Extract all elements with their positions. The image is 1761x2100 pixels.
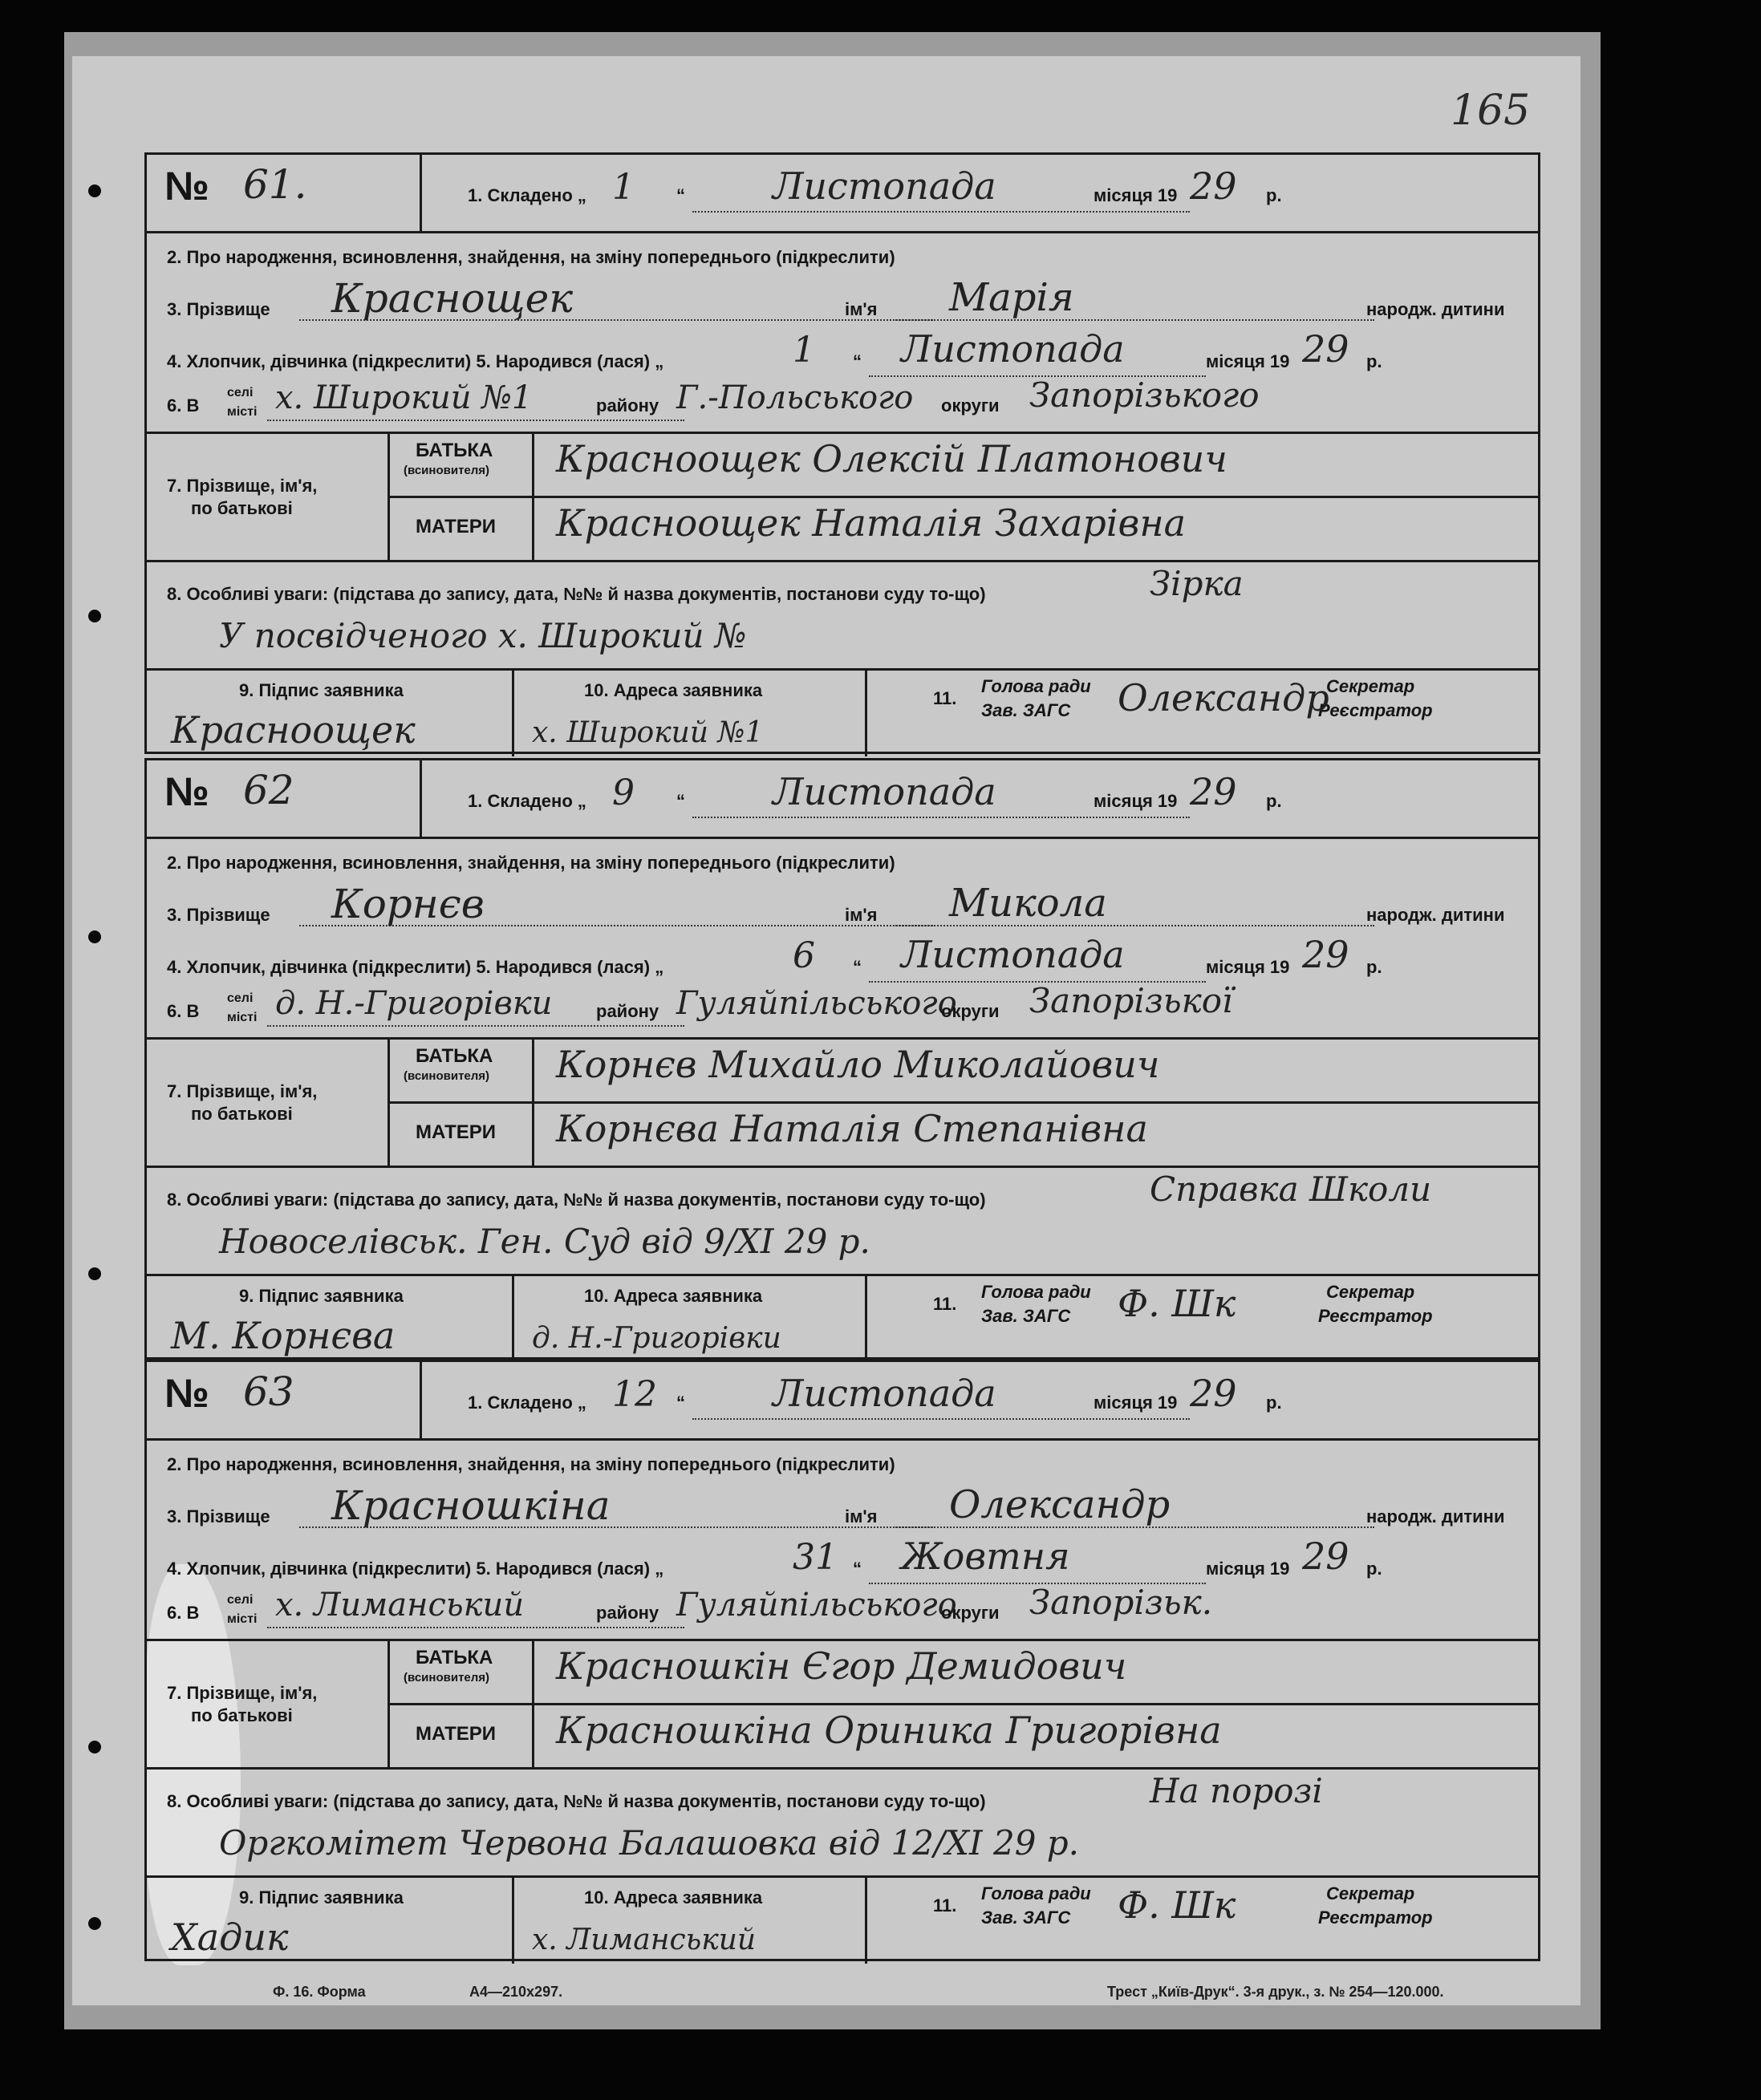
remarks-label: 8. Особливі уваги: (підстава до запису, дата, №№ й назва документів, постанови суду то-що) bbox=[167, 584, 986, 604]
month-label: місяця 19 bbox=[1094, 791, 1178, 811]
birth-record bbox=[144, 152, 1540, 754]
quote-mark: “ bbox=[676, 791, 685, 811]
number-sign: № bbox=[164, 1371, 209, 1416]
binder-hole bbox=[88, 184, 101, 197]
number-sign: № bbox=[164, 769, 209, 814]
applicant-address-label: 10. Адреса заявника bbox=[584, 1887, 763, 1907]
secretary-label: Секретар bbox=[1326, 1883, 1415, 1903]
village-label: селі bbox=[227, 991, 254, 1005]
father-label: БАТЬКА bbox=[416, 1045, 493, 1067]
record-type-label: 2. Про народження, всиновлення, знайдення, на зміну попереднього (підкреслити) bbox=[167, 247, 895, 267]
surname-label: 3. Прізвище bbox=[167, 1506, 270, 1526]
city-label: місті bbox=[227, 405, 258, 419]
zags-label: Зав. ЗАГС bbox=[981, 1306, 1071, 1326]
official-label: 11. bbox=[933, 1895, 957, 1916]
compiled-month: Листопада bbox=[773, 770, 996, 813]
secretary-label: Секретар bbox=[1326, 1282, 1415, 1302]
applicant-address-label: 10. Адреса заявника bbox=[584, 680, 763, 700]
official-signature: Ф. Шк bbox=[1118, 1282, 1236, 1325]
binder-hole bbox=[88, 930, 101, 943]
compiled-label: 1. Складено „ bbox=[468, 791, 586, 811]
year-suffix: р. bbox=[1366, 351, 1382, 371]
head-label: Голова ради bbox=[981, 1883, 1091, 1903]
born-day: 6 bbox=[793, 935, 815, 976]
official-label: 11. bbox=[933, 688, 957, 708]
registrar-label: Реєстратор bbox=[1318, 1907, 1433, 1928]
year-suffix: р. bbox=[1266, 791, 1282, 811]
page-number: 165 bbox=[1451, 87, 1531, 135]
born-year: 29 bbox=[1302, 1534, 1349, 1578]
divider bbox=[147, 1438, 1538, 1441]
mother-name: Корнєва Наталія Степанівна bbox=[556, 1107, 1148, 1150]
parents-label-2: по батькові bbox=[191, 1104, 293, 1124]
parents-label-2: по батькові bbox=[191, 498, 293, 518]
mother-label: МАТЕРИ bbox=[416, 1121, 497, 1143]
father-sublabel: (всиновителя) bbox=[404, 1069, 490, 1083]
record-number-box bbox=[147, 1362, 422, 1438]
born-year: 29 bbox=[1302, 933, 1349, 976]
compiled-month: Листопада bbox=[773, 164, 996, 208]
born-month: Листопада bbox=[901, 327, 1125, 371]
number-sign: № bbox=[164, 164, 209, 209]
form-footer-printer: Трест „Київ-Друк“. 3-я друк., з. № 254—120.000. bbox=[1107, 1984, 1444, 2000]
divider bbox=[147, 560, 1538, 562]
record-number: 62 bbox=[243, 767, 294, 813]
parents-label: 7. Прізвище, ім'я, bbox=[167, 1683, 318, 1703]
divider bbox=[147, 1875, 1538, 1878]
okruha: Запорізької bbox=[1029, 981, 1233, 1020]
quote-mark: “ bbox=[676, 1393, 685, 1413]
village-label: селі bbox=[227, 386, 254, 399]
dotted-line bbox=[267, 1627, 684, 1628]
month-label: місяця 19 bbox=[1206, 957, 1290, 977]
sex-born-label: 4. Хлопчик, дівчинка (підкреслити) 5. Народився (лася) „ bbox=[167, 1559, 664, 1579]
applicant-signature: Хадик bbox=[171, 1916, 289, 1959]
divider bbox=[865, 1875, 867, 1964]
secretary-label: Секретар bbox=[1326, 676, 1415, 696]
quote-mark: “ bbox=[676, 185, 685, 205]
place: х. Широкий №1 bbox=[275, 379, 533, 416]
applicant-signature: М. Корнєва bbox=[171, 1314, 396, 1357]
record-number: 61. bbox=[243, 161, 307, 208]
mother-name: Красношкіна Ориника Григорівна bbox=[556, 1709, 1222, 1752]
head-label: Голова ради bbox=[981, 676, 1091, 696]
sex-born-label: 4. Хлопчик, дівчинка (підкреслити) 5. Народився (лася) „ bbox=[167, 957, 664, 977]
okruha-label: округи bbox=[941, 1001, 1000, 1021]
binder-hole bbox=[88, 1741, 101, 1753]
record-number-box bbox=[147, 760, 422, 837]
applicant-signature-label: 9. Підпис заявника bbox=[239, 680, 404, 700]
year-suffix: р. bbox=[1266, 1393, 1282, 1413]
official-signature: Олександр bbox=[1118, 676, 1329, 720]
remarks-right: Зірка bbox=[1150, 564, 1244, 603]
born-day: 31 bbox=[793, 1537, 838, 1578]
dotted-line bbox=[267, 420, 684, 421]
father-name: Красношкін Єгор Демидович bbox=[556, 1644, 1127, 1688]
raion: Г.-Польського bbox=[676, 379, 914, 416]
dotted-line bbox=[267, 1025, 684, 1027]
mother-label: МАТЕРИ bbox=[416, 516, 497, 537]
month-label: місяця 19 bbox=[1094, 185, 1178, 205]
born-day: 1 bbox=[793, 330, 815, 371]
given-name: Микола bbox=[949, 881, 1107, 926]
parents-label: 7. Прізвище, ім'я, bbox=[167, 1081, 318, 1101]
quote-mark: “ bbox=[853, 1559, 862, 1579]
father-name: Корнєв Михайло Миколайович bbox=[556, 1043, 1160, 1086]
head-label: Голова ради bbox=[981, 1282, 1091, 1302]
name-label: ім'я bbox=[845, 905, 878, 925]
remarks-right: Справка Школи bbox=[1150, 1170, 1432, 1209]
given-name: Марія bbox=[949, 275, 1074, 320]
record-number: 63 bbox=[243, 1368, 294, 1415]
village-label: селі bbox=[227, 1593, 254, 1607]
month-label: місяця 19 bbox=[1206, 1559, 1290, 1579]
binder-hole bbox=[88, 610, 101, 622]
registrar-label: Реєстратор bbox=[1318, 700, 1433, 720]
divider bbox=[147, 1037, 1538, 1040]
applicant-address: х. Широкий №1 bbox=[532, 716, 764, 749]
born-month: Листопада bbox=[901, 933, 1125, 976]
father-label: БАТЬКА bbox=[416, 1647, 493, 1668]
remarks-label: 8. Особливі уваги: (підстава до запису, дата, №№ й назва документів, постанови суду то-що) bbox=[167, 1190, 986, 1210]
remarks: Новоселівськ. Ген. Суд від 9/XI 29 р. bbox=[219, 1222, 870, 1261]
applicant-signature-label: 9. Підпис заявника bbox=[239, 1887, 404, 1907]
form-footer-left: Ф. 16. Форма bbox=[273, 1984, 366, 2000]
year-suffix: р. bbox=[1266, 185, 1282, 205]
dotted-line bbox=[692, 211, 1190, 213]
name-label: ім'я bbox=[845, 299, 878, 319]
compiled-label: 1. Складено „ bbox=[468, 185, 586, 205]
form-footer-size: А4—210х297. bbox=[469, 1984, 563, 2000]
compiled-day: 9 bbox=[612, 772, 635, 813]
divider bbox=[147, 432, 1538, 434]
surname: Краснощек bbox=[331, 275, 574, 322]
compiled-year: 29 bbox=[1190, 164, 1237, 208]
father-name: Красноощек Олексій Платонович bbox=[556, 437, 1227, 480]
binder-hole bbox=[88, 1267, 101, 1280]
born-month: Жовтня bbox=[901, 1534, 1070, 1578]
remarks: У посвідченого х. Широкий № bbox=[219, 616, 747, 655]
registrar-label: Реєстратор bbox=[1318, 1306, 1433, 1326]
divider bbox=[147, 231, 1538, 233]
birth-record bbox=[144, 1360, 1540, 1961]
okruha-label: округи bbox=[941, 395, 1000, 416]
divider bbox=[512, 1274, 514, 1362]
divider bbox=[388, 1101, 1538, 1104]
zags-label: Зав. ЗАГС bbox=[981, 1907, 1071, 1928]
record-number-box bbox=[147, 155, 422, 231]
raion: Гуляйпільського bbox=[676, 1587, 957, 1624]
city-label: місті bbox=[227, 1011, 258, 1024]
remarks: Оргкомітет Червона Балашовка від 12/XI 29 р. bbox=[219, 1823, 1080, 1863]
record-type-label: 2. Про народження, всиновлення, знайдення, на зміну попереднього (підкреслити) bbox=[167, 1454, 895, 1474]
official-label: 11. bbox=[933, 1294, 957, 1314]
divider bbox=[512, 668, 514, 756]
applicant-signature-label: 9. Підпис заявника bbox=[239, 1286, 404, 1306]
sex-born-label: 4. Хлопчик, дівчинка (підкреслити) 5. Народився (лася) „ bbox=[167, 351, 664, 371]
divider bbox=[388, 496, 1538, 498]
raion-label: району bbox=[596, 1603, 659, 1623]
raion-label: району bbox=[596, 395, 659, 416]
child-label: народж. дитини bbox=[1366, 1506, 1505, 1526]
divider bbox=[147, 1767, 1538, 1770]
surname: Красношкіна bbox=[331, 1482, 611, 1529]
father-label: БАТЬКА bbox=[416, 440, 493, 461]
place-label: 6. В bbox=[167, 1603, 200, 1623]
quote-mark: “ bbox=[853, 957, 862, 977]
divider bbox=[147, 1166, 1538, 1168]
official-signature: Ф. Шк bbox=[1118, 1883, 1236, 1927]
okruha: Запорізького bbox=[1029, 375, 1260, 415]
divider bbox=[147, 837, 1538, 839]
name-label: ім'я bbox=[845, 1506, 878, 1526]
month-label: місяця 19 bbox=[1094, 1393, 1178, 1413]
place-label: 6. В bbox=[167, 1001, 200, 1021]
remarks-label: 8. Особливі уваги: (підстава до запису, дата, №№ й назва документів, постанови суду то-що) bbox=[167, 1791, 986, 1811]
surname-label: 3. Прізвище bbox=[167, 299, 270, 319]
child-label: народж. дитини bbox=[1366, 905, 1505, 925]
applicant-address: х. Лиманський bbox=[532, 1924, 757, 1956]
compiled-label: 1. Складено „ bbox=[468, 1393, 586, 1413]
child-label: народж. дитини bbox=[1366, 299, 1505, 319]
compiled-day: 12 bbox=[612, 1374, 657, 1415]
quote-mark: “ bbox=[853, 351, 862, 371]
year-suffix: р. bbox=[1366, 1559, 1382, 1579]
mother-name: Красноощек Наталія Захарівна bbox=[556, 501, 1187, 545]
record-type-label: 2. Про народження, всиновлення, знайдення, на зміну попереднього (підкреслити) bbox=[167, 853, 895, 873]
applicant-address-label: 10. Адреса заявника bbox=[584, 1286, 763, 1306]
surname: Корнєв bbox=[331, 881, 485, 927]
month-label: місяця 19 bbox=[1206, 351, 1290, 371]
compiled-day: 1 bbox=[612, 167, 635, 208]
remarks-right: На порозі bbox=[1150, 1771, 1323, 1810]
applicant-address: д. Н.-Григорівки bbox=[532, 1322, 781, 1355]
divider bbox=[865, 668, 867, 756]
given-name: Олександр bbox=[949, 1482, 1171, 1527]
mother-label: МАТЕРИ bbox=[416, 1723, 497, 1745]
parents-label-2: по батькові bbox=[191, 1705, 293, 1725]
zags-label: Зав. ЗАГС bbox=[981, 700, 1071, 720]
birth-record bbox=[144, 758, 1540, 1360]
divider bbox=[865, 1274, 867, 1362]
place: х. Лиманський bbox=[275, 1587, 525, 1624]
divider bbox=[147, 1639, 1538, 1641]
okruha-label: округи bbox=[941, 1603, 1000, 1623]
surname-label: 3. Прізвище bbox=[167, 905, 270, 925]
divider bbox=[512, 1875, 514, 1964]
city-label: місті bbox=[227, 1612, 258, 1626]
place: д. Н.-Григорівки bbox=[275, 985, 553, 1022]
compiled-month: Листопада bbox=[773, 1372, 996, 1415]
father-sublabel: (всиновителя) bbox=[404, 1671, 490, 1684]
parents-label: 7. Прізвище, ім'я, bbox=[167, 476, 318, 496]
divider bbox=[147, 1274, 1538, 1276]
divider bbox=[388, 1703, 1538, 1705]
binder-hole bbox=[88, 1917, 101, 1930]
born-year: 29 bbox=[1302, 327, 1349, 371]
dotted-line bbox=[692, 817, 1190, 818]
father-sublabel: (всиновителя) bbox=[404, 464, 490, 477]
compiled-year: 29 bbox=[1190, 770, 1237, 813]
raion: Гуляйпільського bbox=[676, 985, 957, 1022]
dotted-line bbox=[692, 1418, 1190, 1420]
divider bbox=[147, 668, 1538, 671]
place-label: 6. В bbox=[167, 395, 200, 416]
year-suffix: р. bbox=[1366, 957, 1382, 977]
okruha: Запорізьк. bbox=[1029, 1583, 1213, 1622]
compiled-year: 29 bbox=[1190, 1372, 1237, 1415]
applicant-signature: Красноощек bbox=[171, 708, 416, 752]
raion-label: району bbox=[596, 1001, 659, 1021]
